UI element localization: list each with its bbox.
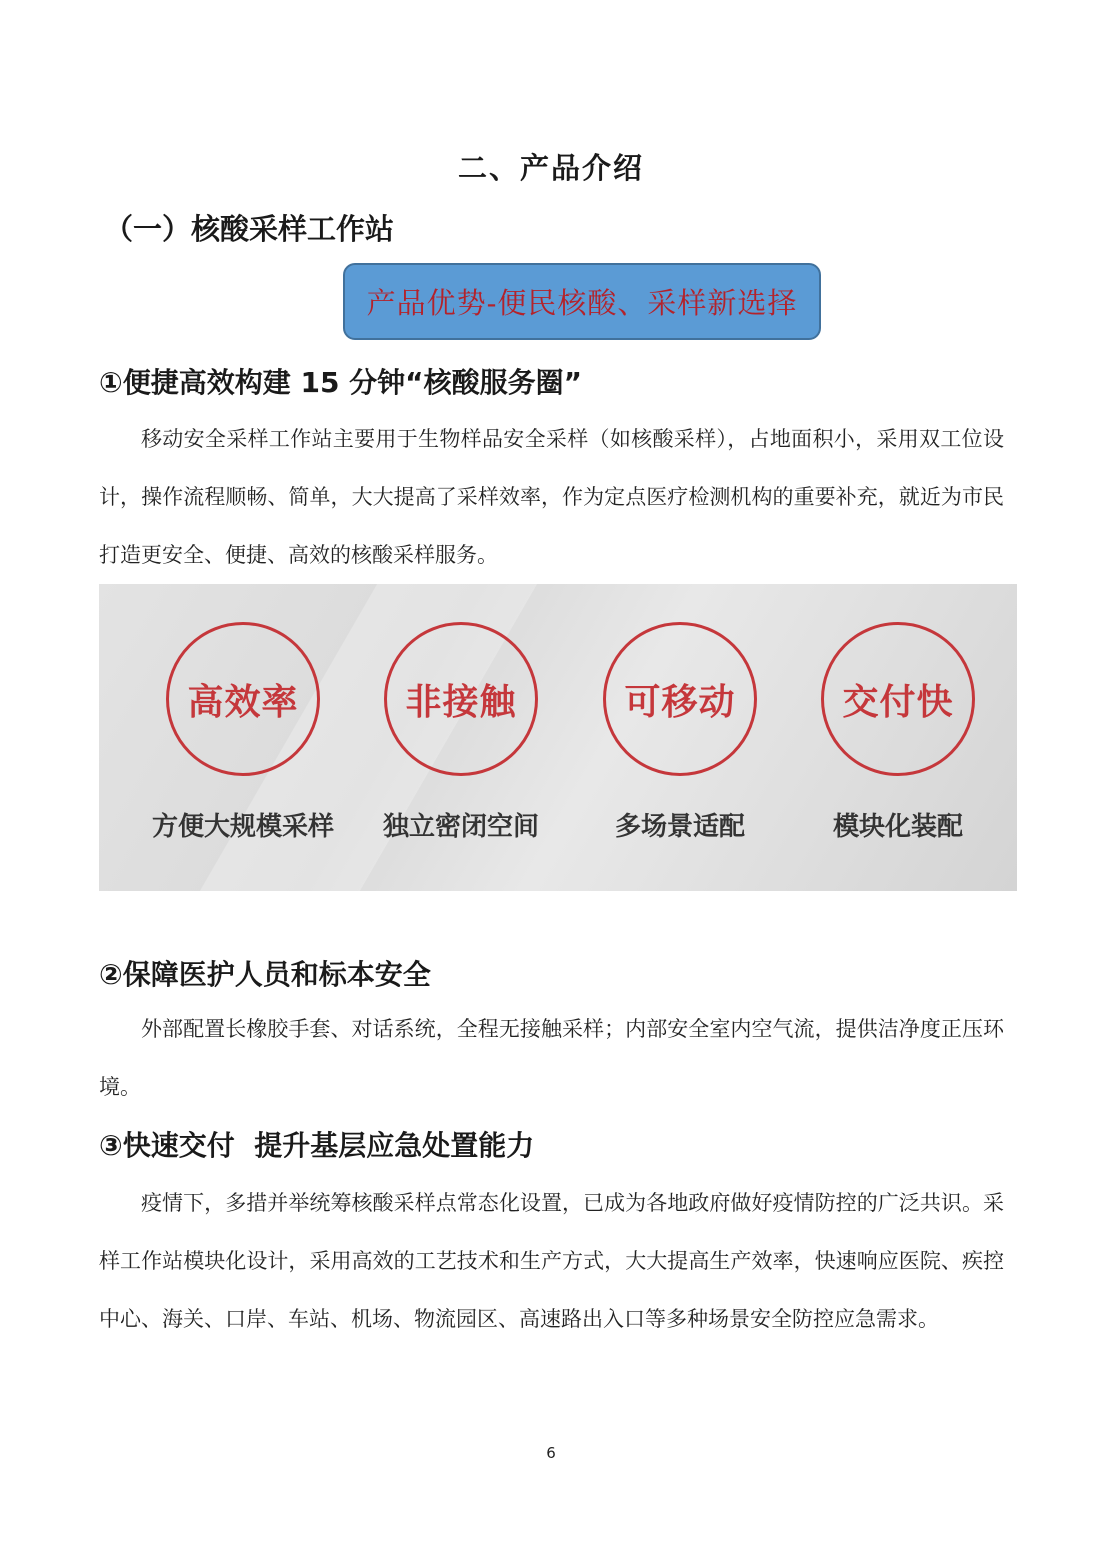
feature-caption: 独立密闭空间 xyxy=(382,812,539,842)
paragraph-staff-sample-safety: 外部配置长橡胶手套、对话系统，全程无接触采样；内部安全室内空气流，提供洁净度正压环境。 xyxy=(99,1017,1004,1099)
feature-caption: 多场景适配 xyxy=(614,812,745,842)
heading-staff-sample-safety: ②保障医护人员和标本安全 xyxy=(99,958,431,991)
page-number: 6 xyxy=(546,1444,556,1462)
banner-text: 产品优势-便民核酸、采样新选择 xyxy=(366,286,798,320)
feature-badge-circle xyxy=(166,622,320,776)
feature-badge-text: 高效率 xyxy=(187,681,299,723)
feature-badge-text: 可移动 xyxy=(624,681,736,723)
heading-convenient-efficient: ①便捷高效构建 15 分钟“核酸服务圈” xyxy=(99,366,582,399)
paragraph-convenient-efficient: 移动安全采样工作站主要用于生物样品安全采样（如核酸采样），占地面积小，采用双工位设计，操作流程顺畅、简单，大大提高了采样效率，作为定点医疗检测机构的重要补充，就近为市民打造更安全、便捷、高效的核酸采样服务。 xyxy=(99,427,1004,567)
feature-caption: 模块化装配 xyxy=(832,812,963,842)
paragraph-fast-delivery: 疫情下，多措并举统筹核酸采样点常态化设置，已成为各地政府做好疫情防控的广泛共识。采样工作站模块化设计，采用高效的工艺技术和生产方式，大大提高生产效率，快速响应医院、疾控中心、海关、口岸、车站、机场、物流园区、高速路出入口等多种场景安全防控应急需求。 xyxy=(99,1191,1004,1331)
feature-badge-text: 交付快 xyxy=(842,681,954,723)
feature-item xyxy=(136,584,356,891)
feature-badge-circle xyxy=(384,622,538,776)
feature-item xyxy=(791,584,1011,891)
section-title: 二、产品介绍 xyxy=(457,151,644,185)
product-advantage-banner xyxy=(343,263,821,340)
feature-badge-circle xyxy=(603,622,757,776)
feature-badge-circle xyxy=(821,622,975,776)
subsection-title: （一）核酸采样工作站 xyxy=(104,212,395,246)
heading-fast-delivery: ③快速交付 提升基层应急处置能力 xyxy=(99,1129,535,1162)
feature-badge-text: 非接触 xyxy=(405,681,517,723)
features-panel xyxy=(99,584,1017,891)
feature-item xyxy=(354,584,574,891)
feature-caption: 方便大规模采样 xyxy=(151,812,334,842)
feature-item xyxy=(573,584,793,891)
